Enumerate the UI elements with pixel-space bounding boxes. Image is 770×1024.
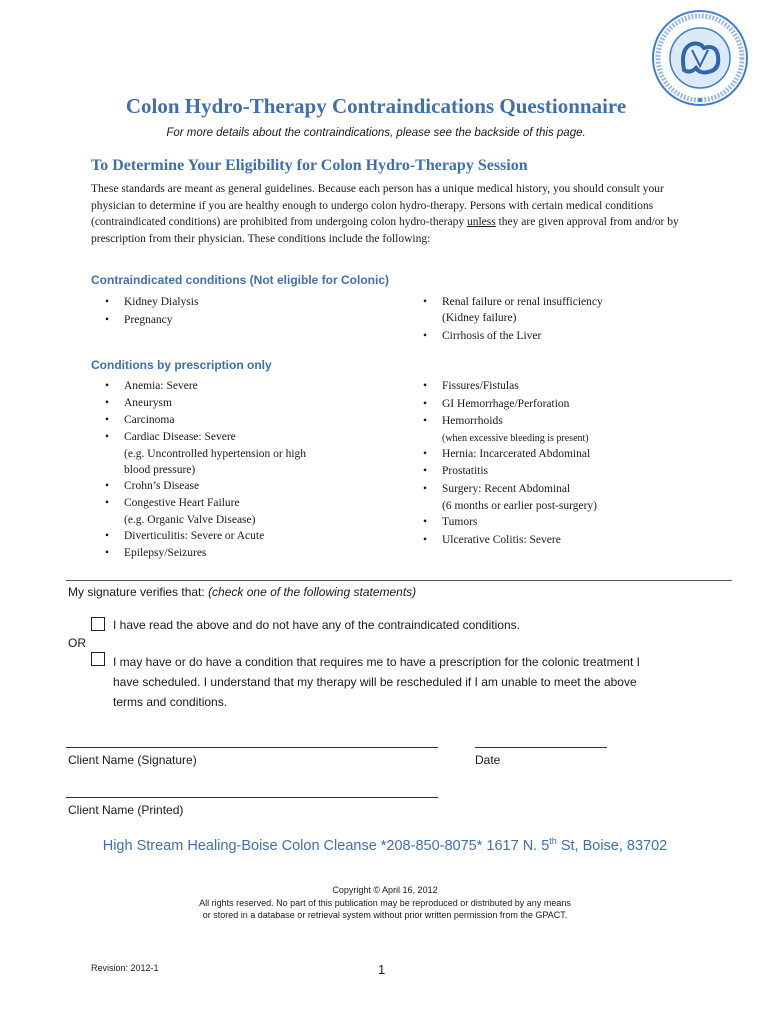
contraindicated-list-right [418, 294, 718, 344]
list-item: • Pregnancy [100, 312, 390, 328]
list-item: • Anemia: Severe [100, 378, 400, 395]
client-printed-label: Client Name (Printed) [68, 803, 184, 817]
client-printed-line[interactable] [66, 797, 438, 798]
rights-line-1: All rights reserved. No part of this publication may be reproduced or distributed by any means [199, 898, 571, 908]
list-item: • Congestive Heart Failure (e.g. Organic Valve Disease) [100, 495, 400, 528]
list-item: • Diverticulitis: Severe or Acute [100, 528, 400, 545]
list-item: • Cirrhosis of the Liver [418, 328, 718, 344]
page-number: 1 [378, 962, 386, 977]
signature-intro: My signature verifies that: (check one of the following statements) [68, 585, 417, 599]
intro-text-part2: they are given approval from and/or by prescription from their physician. These conditions include the following: [91, 216, 679, 245]
list-item: • Hernia: Incarcerated Abdominal [418, 446, 728, 464]
intro-paragraph [91, 181, 691, 247]
list-item: • Tumors [418, 514, 728, 532]
intro-underlined-word: unless [466, 216, 496, 228]
copyright-line: Copyright © April 16, 2012 [332, 885, 438, 895]
prescription-list-left [100, 378, 400, 562]
page-title: Colon Hydro-Therapy Contraindications Questionnaire [125, 94, 627, 118]
prescription-heading: Conditions by prescription only [91, 358, 272, 372]
option2-label: I may have or do have a condition that requires me to have a prescription for the colonic treatment I have scheduled. I understand that my therapy will be rescheduled if I am unable to meet the above terms and conditions. [113, 655, 640, 709]
option1-checkbox[interactable] [91, 617, 105, 631]
list-item: • Surgery: Recent Abdominal (6 months or earlier post-surgery) [418, 481, 728, 515]
prescription-list-right [418, 378, 728, 549]
date-label: Date [475, 753, 501, 767]
business-contact-line: High Stream Healing-Boise Colon Cleanse *208-850-8075* 1617 N. 5th St, Boise, 83702 [102, 836, 668, 854]
list-item: • Cardiac Disease: Severe (e.g. Uncontrolled hypertension or high blood pressure) [100, 429, 400, 478]
list-item: • Epilepsy/Seizures [100, 545, 400, 562]
list-item: • Carcinoma [100, 412, 400, 429]
list-item: • Kidney Dialysis [100, 294, 390, 310]
revision-label: Revision: 2012-1 [91, 963, 159, 973]
option2-checkbox[interactable] [91, 652, 105, 666]
list-item: • Fissures/Fistulas [418, 378, 728, 396]
client-signature-line[interactable] [66, 747, 438, 748]
list-item: • Hemorrhoids (when excessive bleeding is present) [418, 413, 728, 446]
date-line[interactable] [475, 747, 607, 748]
list-item: • Ulcerative Colitis: Severe [418, 532, 728, 550]
list-item: • GI Hemorrhage/Perforation [418, 396, 728, 414]
section-divider [66, 580, 732, 581]
list-item: • Renal failure or renal insufficiency (Kidney failure) [418, 294, 718, 326]
option1-label: I have read the above and do not have any of the contraindicated conditions. [113, 618, 520, 632]
list-item: • Aneurysm [100, 395, 400, 412]
colon-association-seal-icon [640, 8, 760, 108]
list-item: • Crohn’s Disease [100, 478, 400, 495]
organization-seal [640, 8, 760, 108]
list-item: • Prostatitis [418, 463, 728, 481]
rights-line-2: or stored in a database or retrieval system without prior written permission from the GPACT. [202, 910, 568, 920]
page-subtitle: For more details about the contraindications, please see the backside of this page. [166, 127, 586, 139]
or-separator: OR [68, 636, 86, 650]
contraindicated-heading: Contraindicated conditions (Not eligible for Colonic) [91, 273, 389, 287]
section-heading: To Determine Your Eligibility for Colon Hydro-Therapy Session [91, 157, 528, 174]
contraindicated-list-left [100, 294, 390, 328]
client-signature-label: Client Name (Signature) [68, 753, 197, 767]
intro-text-part1: These standards are meant as general guidelines. Because each person has a unique medical history, you should consult your physician to determine if you are healthy enough to undergo colon hydro-therapy. Persons with certain medical conditions (contraindicated conditions) are prohibited from undergoing colon hydro-therapy [91, 183, 664, 228]
